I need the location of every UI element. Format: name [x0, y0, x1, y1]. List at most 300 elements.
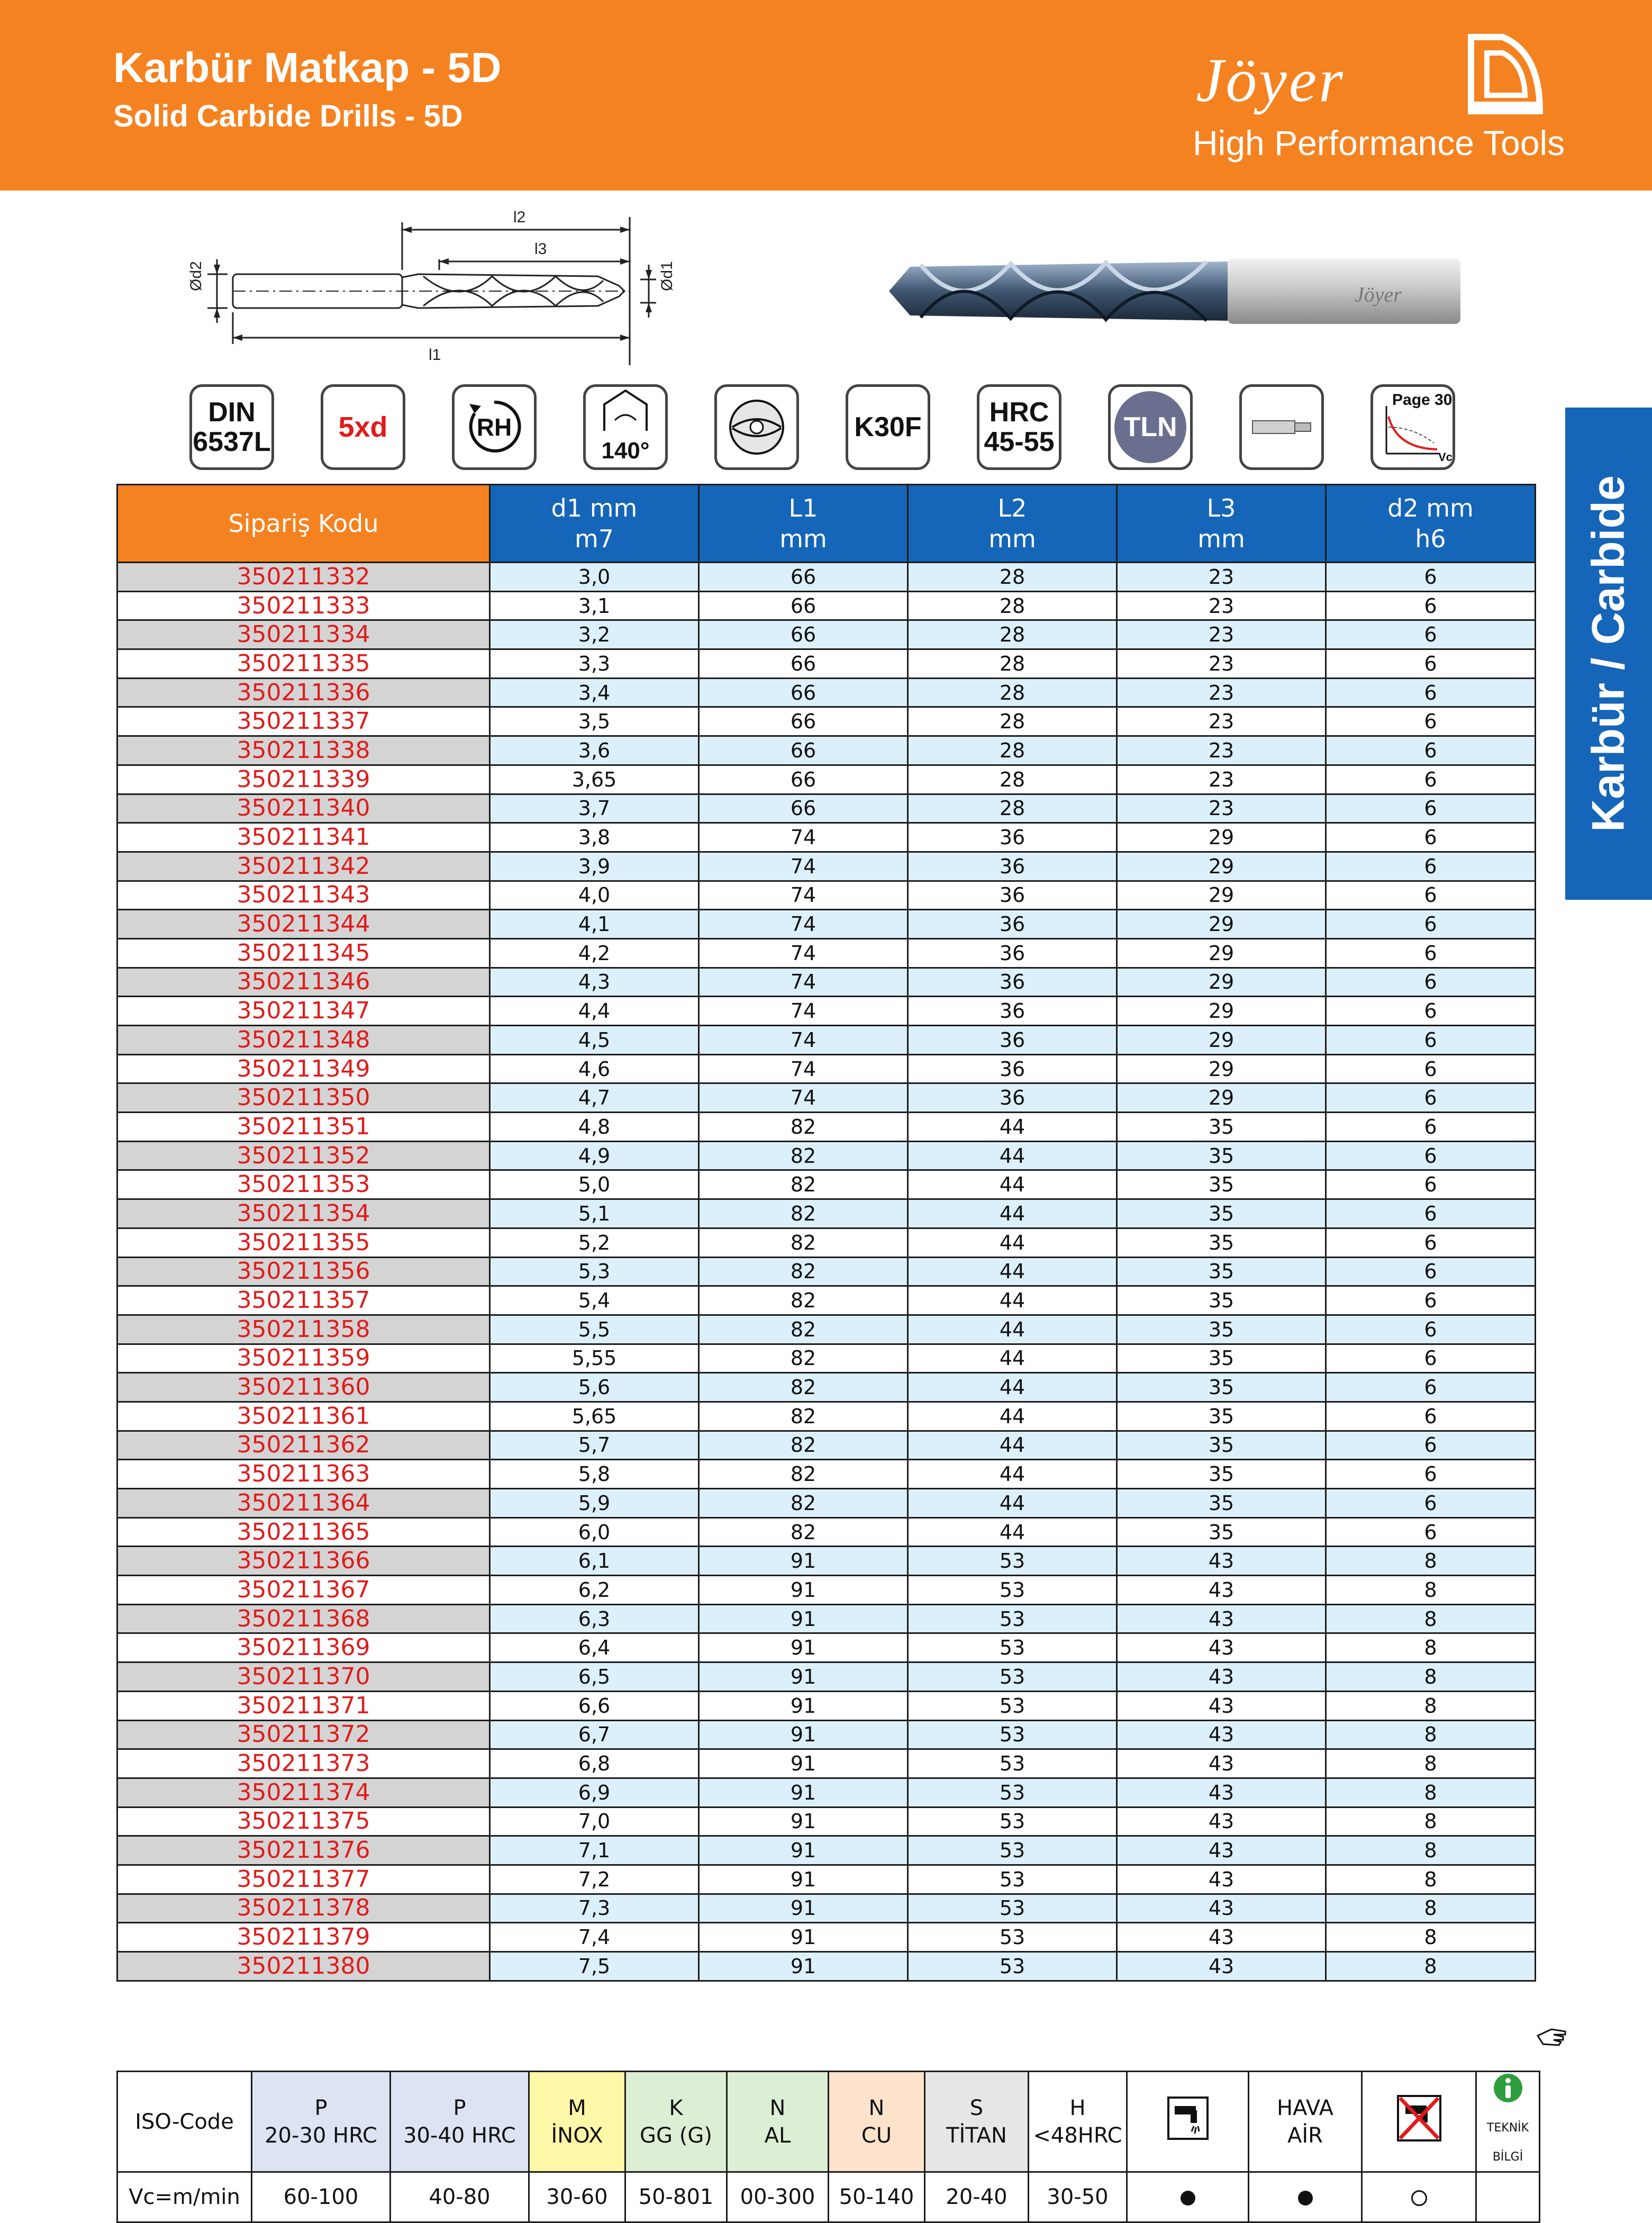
cutting-data-chart-icon: [1370, 384, 1455, 470]
l2-cell: 28: [908, 794, 1117, 823]
d2-cell: 6: [1326, 938, 1536, 968]
table-row: [117, 881, 1536, 910]
cutting-speed-row: [117, 2172, 1540, 2222]
no-coolant-icon: [1362, 2072, 1476, 2172]
order-code-cell: 350211367: [117, 1576, 490, 1605]
cross-section-icon: [714, 384, 799, 470]
table-row: [117, 1691, 1536, 1720]
l3-cell: 35: [1117, 1170, 1326, 1199]
shank-icon: [1239, 384, 1324, 470]
order-code-cell: 350211373: [117, 1749, 490, 1778]
l1-cell: 74: [699, 997, 908, 1026]
l3-cell: 35: [1117, 1257, 1326, 1286]
l2-cell: 28: [908, 765, 1117, 794]
header-l1: L1 mm: [699, 485, 908, 563]
l2-cell: 28: [908, 736, 1117, 765]
brand-logo-text: Jöyer: [1196, 46, 1346, 115]
d1-cell: 7,4: [490, 1923, 699, 1952]
l3-cell: 43: [1117, 1749, 1326, 1778]
table-row: [117, 823, 1536, 852]
d1-cell: 3,6: [490, 736, 699, 765]
l1-cell: 74: [699, 1083, 908, 1113]
table-row: [117, 620, 1536, 649]
table-row: [117, 707, 1536, 736]
l3-cell: 29: [1117, 1026, 1326, 1055]
length-5xd-icon: [321, 384, 405, 470]
d1-cell: 3,65: [490, 765, 699, 794]
table-row: [117, 1720, 1536, 1749]
l2-cell: 53: [908, 1576, 1117, 1605]
l3-cell: 35: [1117, 1373, 1326, 1402]
order-code-cell: 350211366: [117, 1547, 490, 1576]
l2-cell: 44: [908, 1286, 1117, 1315]
l2-cell: 44: [908, 1170, 1117, 1199]
d2-cell: 6: [1326, 881, 1536, 910]
d1-cell: 3,4: [490, 678, 699, 707]
order-code-cell: 350211362: [117, 1431, 490, 1460]
l1-cell: 91: [699, 1865, 908, 1894]
table-row: [117, 649, 1536, 679]
l1-cell: 91: [699, 1604, 908, 1633]
l3-cell: 43: [1117, 1836, 1326, 1865]
d2-cell: 6: [1326, 794, 1536, 823]
brand-logo-icon: [1466, 32, 1545, 116]
din-standard-icon: [189, 384, 274, 470]
l2-cell: 53: [908, 1923, 1117, 1952]
table-row: [117, 1083, 1536, 1113]
l3-cell: 29: [1117, 1083, 1326, 1113]
l2-cell: 44: [908, 1257, 1117, 1286]
l1-cell: 91: [699, 1576, 908, 1605]
hava-air-label: HAVA AİR: [1249, 2072, 1362, 2172]
order-code-cell: 350211343: [117, 881, 490, 910]
l1-cell: 82: [699, 1460, 908, 1489]
carbide-grade-icon: [846, 384, 930, 470]
d2-cell: 8: [1326, 1749, 1536, 1778]
table-row: [117, 997, 1536, 1026]
d1-cell: 4,0: [490, 881, 699, 910]
d2-cell: 6: [1326, 1517, 1536, 1547]
iso-h-48hrc: H <48HRC: [1029, 2072, 1127, 2172]
din-label: DIN: [208, 397, 256, 428]
order-code-cell: 350211342: [117, 852, 490, 881]
l1-cell: 82: [699, 1315, 908, 1344]
l1-cell: 66: [699, 736, 908, 765]
d1-cell: 4,4: [490, 997, 699, 1026]
l3-cell: 35: [1117, 1489, 1326, 1518]
l2-cell: 28: [908, 649, 1117, 679]
iso-cutting-speed-table: [116, 2071, 1540, 2223]
iso-code-row: [117, 2072, 1540, 2172]
page-title: Karbür Matkap - 5D: [113, 44, 502, 91]
order-code-cell: 350211344: [117, 910, 490, 939]
l1-cell: 82: [699, 1141, 908, 1170]
d2-cell: 6: [1326, 1257, 1536, 1286]
hardness-range: 45-55: [984, 427, 1055, 457]
d2-cell: 6: [1326, 1460, 1536, 1489]
d2-cell: 6: [1326, 997, 1536, 1026]
svg-text:Vc: Vc: [1438, 450, 1453, 464]
carbide-grade-label: K30F: [854, 412, 922, 442]
l3-cell: 43: [1117, 1807, 1326, 1836]
l1-cell: 74: [699, 968, 908, 997]
order-code-cell: 350211335: [117, 649, 490, 679]
l3-cell: 35: [1117, 1228, 1326, 1257]
order-code-cell: 350211351: [117, 1113, 490, 1142]
table-row: [117, 1373, 1536, 1402]
order-code-cell: 350211356: [117, 1257, 490, 1286]
order-code-cell: 350211333: [117, 591, 490, 620]
table-row: [117, 1807, 1536, 1836]
l1-cell: 91: [699, 1547, 908, 1576]
l3-cell: 35: [1117, 1431, 1326, 1460]
l1-cell: 91: [699, 1720, 908, 1749]
d2-cell: 8: [1326, 1691, 1536, 1720]
d2-cell: 6: [1326, 1315, 1536, 1344]
table-row: [117, 1517, 1536, 1547]
table-row: [117, 1344, 1536, 1373]
vc-s-titan: 20-40: [925, 2172, 1029, 2222]
order-code-cell: 350211357: [117, 1286, 490, 1315]
d1-cell: 4,1: [490, 910, 699, 939]
l3-cell: 35: [1117, 1315, 1326, 1344]
l3-cell: 23: [1117, 649, 1326, 679]
l2-cell: 44: [908, 1402, 1117, 1431]
l3-cell: 29: [1117, 968, 1326, 997]
d1-cell: 6,7: [490, 1720, 699, 1749]
d1-cell: 7,3: [490, 1894, 699, 1923]
l1-cell: 66: [699, 649, 908, 679]
d1-cell: 6,4: [490, 1633, 699, 1662]
l3-cell: 29: [1117, 938, 1326, 968]
page-header: [0, 0, 1652, 191]
l2-cell: 36: [908, 968, 1117, 997]
l3-cell: 43: [1117, 1894, 1326, 1923]
d2-cell: 8: [1326, 1576, 1536, 1605]
specification-table: [116, 484, 1536, 1982]
l3-cell: 43: [1117, 1662, 1326, 1692]
l2-cell: 44: [908, 1141, 1117, 1170]
order-code-cell: 350211371: [117, 1691, 490, 1720]
l2-cell: 44: [908, 1228, 1117, 1257]
order-code-cell: 350211347: [117, 997, 490, 1026]
l3-cell: 29: [1117, 881, 1326, 910]
l3-cell: 29: [1117, 997, 1326, 1026]
l2-cell: 36: [908, 1026, 1117, 1055]
l2-cell: 53: [908, 1720, 1117, 1749]
order-code-cell: 350211332: [117, 563, 490, 592]
l1-cell: 91: [699, 1952, 908, 1981]
l3-cell: 29: [1117, 1054, 1326, 1083]
vc-k-gg: 50-801: [625, 2172, 727, 2222]
d2-cell: 6: [1326, 1170, 1536, 1199]
table-row: [117, 1952, 1536, 1981]
table-row: [117, 1547, 1536, 1576]
d2-cell: 6: [1326, 1402, 1536, 1431]
info-label: TEKNİK BİLGİ: [1486, 2121, 1529, 2164]
l3-label: l3: [534, 240, 547, 258]
l1-cell: 74: [699, 1026, 908, 1055]
l2-cell: 44: [908, 1517, 1117, 1547]
l2-cell: 28: [908, 678, 1117, 707]
d1-cell: 6,9: [490, 1778, 699, 1807]
l2-cell: 28: [908, 707, 1117, 736]
table-row: [117, 1489, 1536, 1518]
l3-cell: 35: [1117, 1460, 1326, 1489]
d1-cell: 3,5: [490, 707, 699, 736]
l3-cell: 43: [1117, 1865, 1326, 1894]
l2-cell: 36: [908, 938, 1117, 968]
l3-cell: 35: [1117, 1141, 1326, 1170]
l2-cell: 53: [908, 1952, 1117, 1981]
l1-cell: 82: [699, 1228, 908, 1257]
d2-label: Ød2: [187, 261, 205, 291]
order-code-cell: 350211338: [117, 736, 490, 765]
l1-cell: 91: [699, 1778, 908, 1807]
d1-cell: 6,0: [490, 1517, 699, 1547]
iso-code-label: ISO-Code: [117, 2072, 252, 2172]
order-code-cell: 350211368: [117, 1604, 490, 1633]
d1-cell: 5,8: [490, 1460, 699, 1489]
table-row: [117, 910, 1536, 939]
d1-cell: 5,1: [490, 1199, 699, 1228]
d1-cell: 3,2: [490, 620, 699, 649]
d2-cell: 6: [1326, 1228, 1536, 1257]
l3-cell: 43: [1117, 1633, 1326, 1662]
order-code-cell: 350211353: [117, 1170, 490, 1199]
l3-cell: 43: [1117, 1604, 1326, 1633]
table-row: [117, 1865, 1536, 1894]
header-d2: d2 mm h6: [1326, 485, 1536, 563]
l1-cell: 82: [699, 1431, 908, 1460]
d1-cell: 5,65: [490, 1402, 699, 1431]
order-code-cell: 350211336: [117, 678, 490, 707]
length-5xd-label: 5xd: [338, 411, 388, 443]
iso-p-30-40: P 30-40 HRC: [391, 2072, 529, 2172]
l1-cell: 66: [699, 591, 908, 620]
l2-cell: 44: [908, 1344, 1117, 1373]
order-code-cell: 350211337: [117, 707, 490, 736]
d1-cell: 7,0: [490, 1807, 699, 1836]
d1-cell: 6,6: [490, 1691, 699, 1720]
order-code-cell: 350211363: [117, 1460, 490, 1489]
l3-cell: 35: [1117, 1344, 1326, 1373]
l3-cell: 43: [1117, 1778, 1326, 1807]
vc-m-inox: 30-60: [529, 2172, 625, 2222]
l2-cell: 36: [908, 1054, 1117, 1083]
l2-cell: 44: [908, 1431, 1117, 1460]
d2-cell: 6: [1326, 852, 1536, 881]
table-row: [117, 794, 1536, 823]
order-code-cell: 350211358: [117, 1315, 490, 1344]
iso-m-inox: M İNOX: [529, 2072, 625, 2172]
l3-cell: 43: [1117, 1720, 1326, 1749]
info-icon[interactable]: [1476, 2072, 1540, 2172]
d1-cell: 5,9: [490, 1489, 699, 1518]
d2-cell: 8: [1326, 1778, 1536, 1807]
header-l3: L3 mm: [1117, 485, 1326, 563]
table-row: [117, 678, 1536, 707]
l3-cell: 43: [1117, 1952, 1326, 1981]
l2-cell: 53: [908, 1778, 1117, 1807]
table-row: [117, 1778, 1536, 1807]
l2-cell: 53: [908, 1633, 1117, 1662]
page-reference: Page 30: [1392, 391, 1453, 409]
order-code-cell: 350211349: [117, 1054, 490, 1083]
order-code-cell: 350211365: [117, 1517, 490, 1547]
din-number: 6537L: [193, 427, 271, 457]
table-row: [117, 1460, 1536, 1489]
l1-cell: 91: [699, 1633, 908, 1662]
d2-cell: 8: [1326, 1720, 1536, 1749]
l1-cell: 91: [699, 1807, 908, 1836]
table-row: [117, 1894, 1536, 1923]
l3-cell: 23: [1117, 678, 1326, 707]
order-code-cell: 350211375: [117, 1807, 490, 1836]
table-row: [117, 1749, 1536, 1778]
table-row: [117, 1286, 1536, 1315]
table-row: [117, 1228, 1536, 1257]
l2-cell: 53: [908, 1662, 1117, 1692]
d2-cell: 6: [1326, 1113, 1536, 1142]
l1-cell: 74: [699, 823, 908, 852]
l1-cell: 74: [699, 910, 908, 939]
order-code-cell: 350211380: [117, 1952, 490, 1981]
d1-cell: 7,2: [490, 1865, 699, 1894]
l1-cell: 74: [699, 938, 908, 968]
no-coolant-open-dot: [1362, 2172, 1476, 2222]
d2-cell: 8: [1326, 1865, 1536, 1894]
d2-cell: 6: [1326, 563, 1536, 592]
iso-s-titan: S TİTAN: [925, 2072, 1029, 2172]
l1-cell: 74: [699, 1054, 908, 1083]
l2-cell: 44: [908, 1113, 1117, 1142]
table-row: [117, 1633, 1536, 1662]
cutting-speed-label: Vc=m/min: [117, 2172, 252, 2222]
l1-cell: 91: [699, 1894, 908, 1923]
d1-cell: 6,1: [490, 1547, 699, 1576]
table-row: [117, 591, 1536, 620]
l1-cell: 82: [699, 1373, 908, 1402]
d2-cell: 8: [1326, 1547, 1536, 1576]
l1-cell: 66: [699, 794, 908, 823]
iso-p-20-30: P 20-30 HRC: [252, 2072, 391, 2172]
d1-cell: 5,4: [490, 1286, 699, 1315]
l1-cell: 91: [699, 1836, 908, 1865]
l2-cell: 53: [908, 1547, 1117, 1576]
l2-cell: 28: [908, 563, 1117, 592]
l1-cell: 91: [699, 1749, 908, 1778]
l1-cell: 82: [699, 1344, 908, 1373]
l2-cell: 36: [908, 1083, 1117, 1113]
d2-cell: 6: [1326, 591, 1536, 620]
table-row: [117, 852, 1536, 881]
point-angle-icon: [583, 384, 668, 470]
table-row: [117, 1257, 1536, 1286]
d1-label: Ød1: [658, 261, 676, 291]
order-code-cell: 350211355: [117, 1228, 490, 1257]
order-code-cell: 350211352: [117, 1141, 490, 1170]
l2-cell: 44: [908, 1489, 1117, 1518]
l3-cell: 43: [1117, 1923, 1326, 1952]
coolant-filled-dot: [1127, 2172, 1249, 2222]
d2-cell: 6: [1326, 1199, 1536, 1228]
table-row: [117, 1026, 1536, 1055]
table-row: [117, 1141, 1536, 1170]
table-row: [117, 736, 1536, 765]
l1-cell: 66: [699, 765, 908, 794]
l2-cell: 36: [908, 823, 1117, 852]
order-code-cell: 350211341: [117, 823, 490, 852]
l2-cell: 53: [908, 1894, 1117, 1923]
l3-cell: 23: [1117, 591, 1326, 620]
d2-cell: 8: [1326, 1894, 1536, 1923]
vc-n-al: 00-300: [727, 2172, 829, 2222]
d2-cell: 6: [1326, 968, 1536, 997]
l1-cell: 82: [699, 1257, 908, 1286]
d2-cell: 8: [1326, 1952, 1536, 1981]
table-row: [117, 968, 1536, 997]
order-code-cell: 350211377: [117, 1865, 490, 1894]
header-l2: L2 mm: [908, 485, 1117, 563]
vc-h-48hrc: 30-50: [1029, 2172, 1127, 2222]
d2-cell: 6: [1326, 1083, 1536, 1113]
d2-cell: 6: [1326, 823, 1536, 852]
d2-cell: 8: [1326, 1604, 1536, 1633]
order-code-cell: 350211376: [117, 1836, 490, 1865]
d2-cell: 6: [1326, 1026, 1536, 1055]
d2-cell: 6: [1326, 1054, 1536, 1083]
d1-cell: 3,9: [490, 852, 699, 881]
header-order-code: Sipariş Kodu: [117, 485, 490, 563]
d1-cell: 3,7: [490, 794, 699, 823]
d1-cell: 6,5: [490, 1662, 699, 1692]
d1-cell: 4,9: [490, 1141, 699, 1170]
d1-cell: 6,3: [490, 1604, 699, 1633]
d1-cell: 4,5: [490, 1026, 699, 1055]
table-row: [117, 1604, 1536, 1633]
d1-cell: 6,2: [490, 1576, 699, 1605]
l1-cell: 66: [699, 563, 908, 592]
table-row: [117, 1170, 1536, 1199]
order-code-cell: 350211374: [117, 1778, 490, 1807]
l2-cell: 53: [908, 1691, 1117, 1720]
l2-cell: 36: [908, 997, 1117, 1026]
l2-label: l2: [513, 209, 526, 226]
order-code-cell: 350211339: [117, 765, 490, 794]
d1-cell: 4,2: [490, 938, 699, 968]
brand-tagline: High Performance Tools: [1193, 123, 1565, 162]
d2-cell: 6: [1326, 649, 1536, 679]
l1-cell: 82: [699, 1170, 908, 1199]
d1-cell: 4,6: [490, 1054, 699, 1083]
d2-cell: 6: [1326, 1286, 1536, 1315]
table-row: [117, 1315, 1536, 1344]
table-row: [117, 938, 1536, 968]
l2-cell: 53: [908, 1604, 1117, 1633]
l3-cell: 35: [1117, 1402, 1326, 1431]
l2-cell: 53: [908, 1836, 1117, 1865]
d1-cell: 4,3: [490, 968, 699, 997]
order-code-cell: 350211378: [117, 1894, 490, 1923]
l1-cell: 66: [699, 707, 908, 736]
l1-cell: 82: [699, 1286, 908, 1315]
table-header-row: [117, 485, 1536, 563]
d2-cell: 6: [1326, 620, 1536, 649]
l2-cell: 36: [908, 881, 1117, 910]
l3-cell: 43: [1117, 1547, 1326, 1576]
l1-cell: 82: [699, 1199, 908, 1228]
